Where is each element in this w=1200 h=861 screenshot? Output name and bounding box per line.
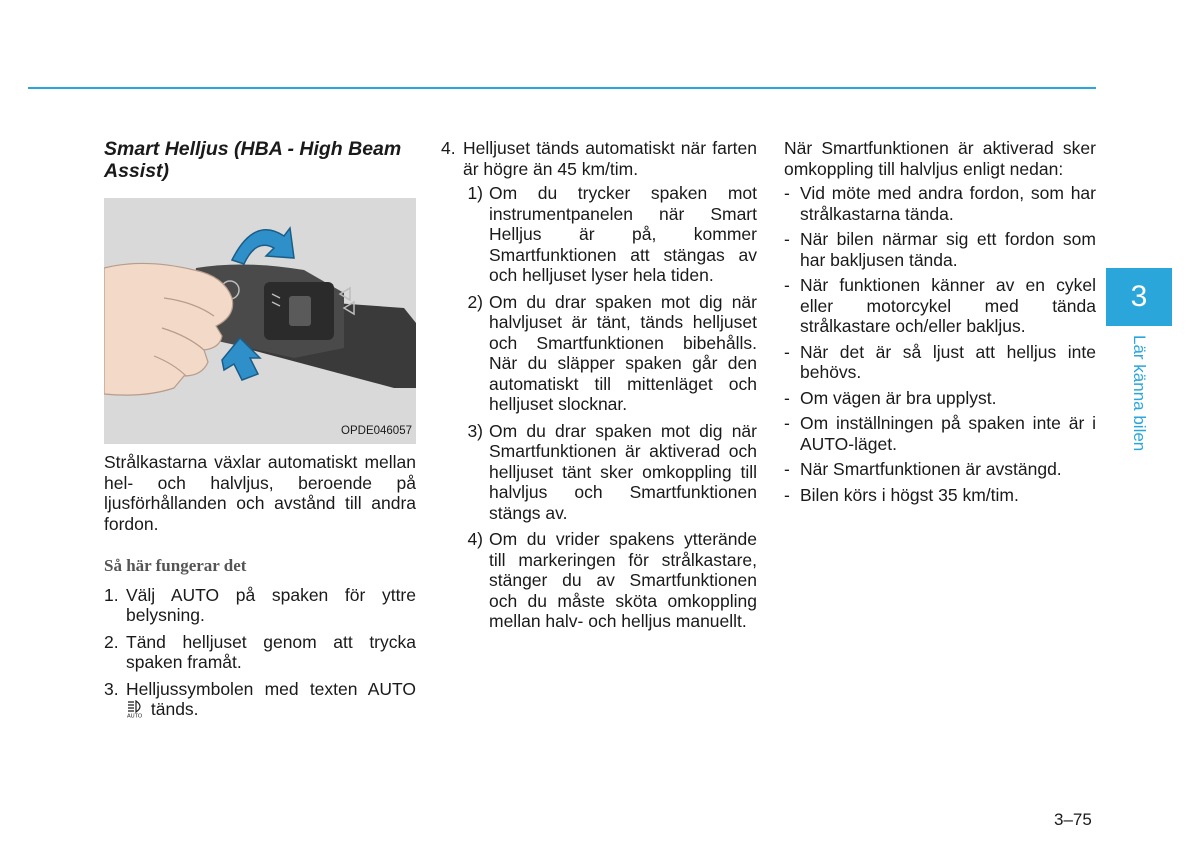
how-it-works-heading: Så här fungerar det: [104, 556, 247, 575]
column-middle: [441, 138, 757, 638]
steps-list-continued: [441, 138, 757, 179]
list-item: - Om vägen är bra upplyst.: [784, 387, 997, 408]
intro-paragraph: Strålkastarna växlar automatiskt mellan hel- och halvljus, beroende på ljusförhållanden och avstånd till andra fordon.: [104, 452, 416, 534]
chapter-label: Lär känna bilen: [1130, 335, 1149, 452]
auto-high-beam-icon: [126, 700, 146, 718]
lever-illustration: [104, 198, 416, 444]
list-item: 2. Tänd helljuset genom att trycka spaken framåt.: [104, 631, 416, 672]
steps-list: [104, 585, 416, 720]
list-item: - Bilen körs i högst 35 km/tim.: [784, 484, 1019, 505]
section-title: Smart Helljus (HBA - High Beam Assist): [104, 138, 402, 182]
chapter-tab[interactable]: 3: [1106, 268, 1172, 326]
column-right: [784, 138, 1096, 510]
list-item: 1) Om du trycker spaken mot instrumentpanelen när Smart Helljus är på, kommer Smartfunktionen att stängas av och helljuset lyser hela tiden.: [467, 183, 757, 285]
lever-figure: [104, 198, 416, 444]
list-item: 2) Om du drar spaken mot dig när halvljuset är tänt, tänds helljuset och Smartfunktionen bibehålls. När du släpper spaken går den automatiskt till mittenläget och helljuset slocknar.: [467, 291, 757, 414]
column-left: [104, 138, 416, 726]
list-item: 3. Helljussymbolen med texten AUTO AUTO tänds.: [104, 678, 416, 719]
list-item: - När bilen närmar sig ett fordon som har bakljusen tända.: [784, 229, 1096, 270]
substeps-list: [441, 183, 757, 632]
page-number: 3–75: [1054, 810, 1092, 829]
header-rule: [28, 87, 1096, 89]
list-item: - När det är så ljust att helljus inte behövs.: [784, 341, 1096, 382]
step3-text: Helljussymbolen med texten AUTO: [126, 678, 416, 699]
list-item: 4. Helljuset tänds automatiskt när farten är högre än 45 km/tim.: [441, 138, 757, 179]
figure-code: OPDE046057: [341, 424, 412, 437]
list-item: - Om inställningen på spaken inte är i AUTO-läget.: [784, 413, 1096, 454]
list-item: - När funktionen känner av en cykel eller motorcykel med tända strålkastare och/eller bakljus.: [784, 275, 1096, 336]
list-item: 4) Om du vrider spakens ytterände till markeringen för strålkastare, stänger du av Smartfunktionen och du måste sköta omkoppling mellan halv- och helljus manuellt.: [467, 529, 757, 631]
switch-intro: När Smartfunktionen är aktiverad sker omkoppling till halvljus enligt nedan:: [784, 138, 1096, 179]
list-item: 3) Om du drar spaken mot dig när Smartfunktionen är aktiverad och helljuset tänt sker omkoppling till halvljus och Smartfunktionen stängs av.: [467, 420, 757, 523]
step3-text-end: tänds.: [150, 699, 199, 719]
list-item: - När Smartfunktionen är avstängd.: [784, 459, 1062, 479]
list-item: - Vid möte med andra fordon, som har strålkastarna tända.: [784, 183, 1096, 224]
list-item: 1. Välj AUTO på spaken för yttre belysning.: [104, 584, 416, 625]
conditions-list: [784, 183, 1096, 505]
svg-text:AUTO: AUTO: [127, 713, 143, 718]
